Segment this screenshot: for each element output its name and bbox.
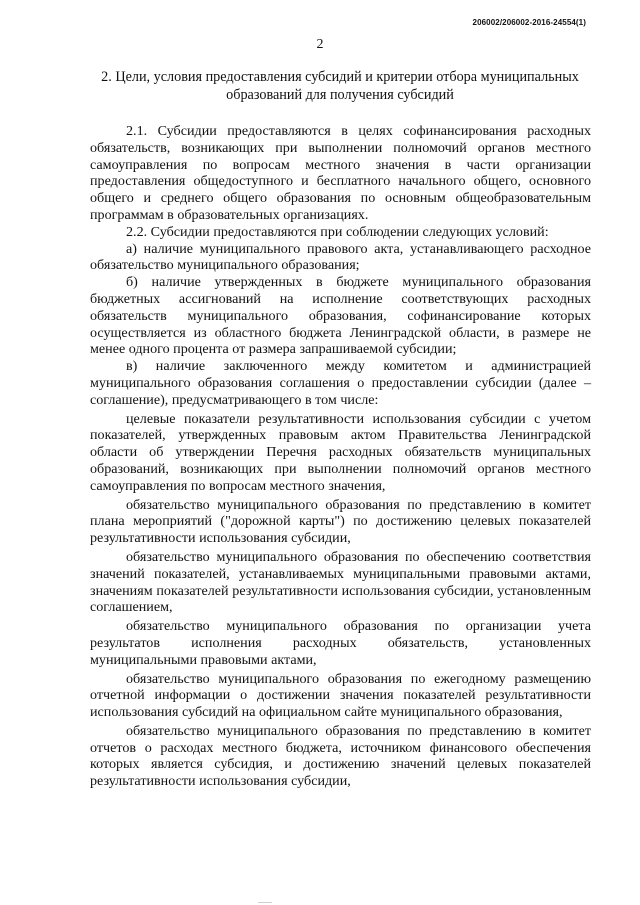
document-body [90,123,591,790]
condition-c: в) наличие заключенного между комитетом и администрацией муниципального образования соглашения о предоставлении субсидии (далее – соглашение), предусматривающего в том числе: [90,358,591,408]
condition-a: а) наличие муниципального правового акта, устанавливающего расходное обязательство муниципального образования; [90,240,591,274]
section-heading: 2. Цели, условия предоставления субсидий и критерии отбора муниципальных образований для получения субсидий [101,69,579,103]
reporting-publication-item: обязательство муниципального образования по ежегодному размещению отчетной информации о достижении значения показателей результативности использования субсидий на официальном сайте муниципального образования, [90,670,591,721]
document-id: 206002/206002-2016-24554(1) [472,18,586,27]
paragraph-2-2: 2.2. Субсидии предоставляются при соблюдении следующих условий: [126,223,549,240]
condition-b: б) наличие утвержденных в бюджете муниципального образования бюджетных ассигнований на исполнение соответствующих расходных обязательств муниципального образования, софинансирование которых осуществляется из областного бюджета Ленинградской области, в размере не менее одного процента от размера запрашиваемой субсидии; [90,274,591,358]
indicator-compliance-item: обязательство муниципального образования по обеспечению соответствия значений показателей, устанавливаемых муниципальными правовыми актами, значениям показателей результативности использования субсидии, установленным соглашением, [90,548,591,616]
page-number: 2 [316,37,324,52]
scan-artifact [258,902,272,903]
expense-reports-item: обязательство муниципального образования по представлению в комитет отчетов о расходах местного бюджета, источником финансового обеспечения которых является субсидия, и достижению значений целевых показателей результативности использования субсидии, [90,722,591,790]
roadmap-obligation-item: обязательство муниципального образования по представлению в комитет плана мероприятий ("дорожной карты") по достижению целевых показателей результативности использования субсидии, [90,496,591,547]
target-indicators-item: целевые показатели результативности использования субсидии с учетом показателей, утвержденных правовым актом Правительства Ленинградской области об утверждении Перечня расходных обязательств муниципальных образований, возникающих при выполнении полномочий органов местного самоуправления по вопросам местного значения, [90,410,591,494]
accounting-obligation-item: обязательство муниципального образования по организации учета результатов исполнения расходных обязательств, установленных муниципальными правовыми актами, [90,618,591,668]
paragraph-2-1: 2.1. Субсидии предоставляются в целях софинансирования расходных обязательств, возникающих при выполнении полномочий органов местного самоуправления по вопросам местного значения в части организации предоставления общедоступного и бесплатного начального общего, основного общего и среднего общего образования по основным общеобразовательным программам в образовательных организациях. [90,123,591,223]
